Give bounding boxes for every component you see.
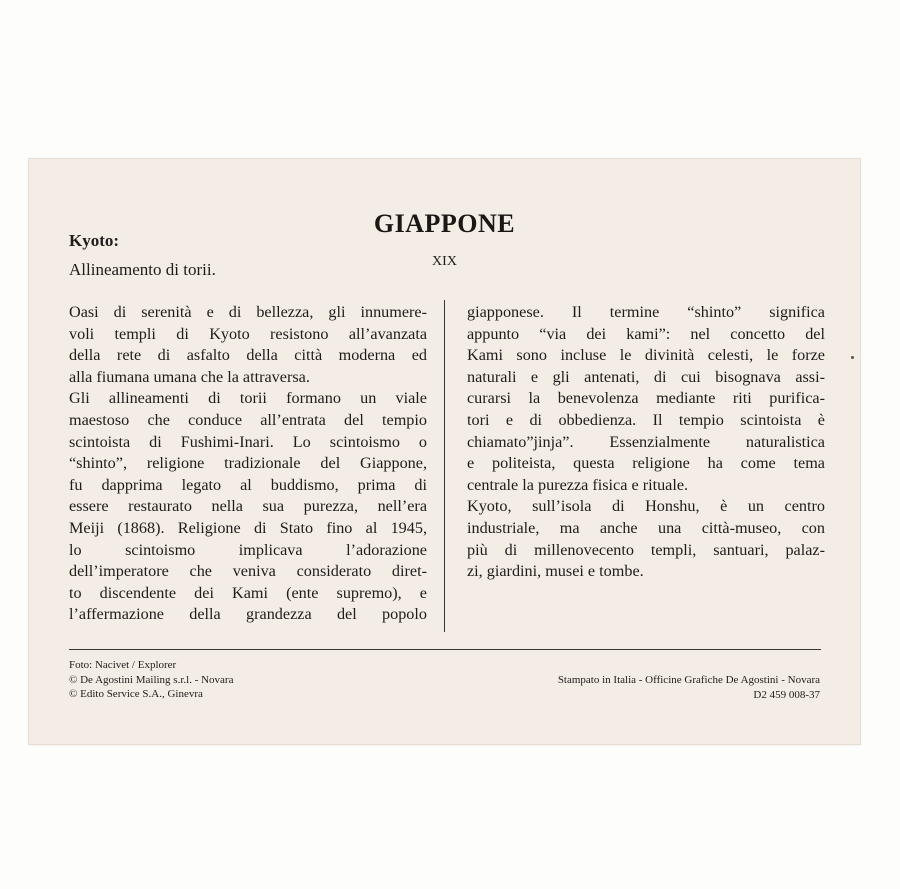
card-title: GIAPPONE — [373, 209, 516, 238]
text-line: l’affermazione della grandezza del popolo — [69, 605, 427, 624]
text-line: lo scintoismo implicava l’adorazione — [69, 540, 427, 559]
credit-line: © Edito Service S.A., Ginevra — [69, 688, 203, 701]
text-line: naturali e gli antenati, di cui bisognava assi- — [467, 367, 825, 386]
right-text-column — [467, 302, 825, 583]
printer-info — [558, 673, 820, 702]
text-line: Oasi di serenità e di bellezza, gli innumere- — [69, 303, 427, 321]
text-line: maestoso che conduce all’entrata del tempio — [69, 410, 427, 429]
place-name: Kyoto: — [69, 231, 120, 250]
text-line: fu dapprima legato al buddismo, prima di — [69, 475, 427, 494]
photo-credits — [69, 658, 233, 702]
text-line: Kami sono incluse le divinità celesti, le forze — [467, 346, 825, 365]
card-number: XIX — [432, 254, 457, 269]
text-line: centrale la purezza fisica e rituale. — [467, 475, 689, 494]
text-line: della rete di asfalto della città moderna ed — [69, 346, 427, 365]
subject-caption: Allineamento di torii. — [69, 260, 216, 279]
paper-speck — [851, 356, 854, 359]
postcard-back — [29, 159, 860, 744]
text-line: giapponese. Il termine “shinto” significa — [467, 303, 825, 321]
text-line: Gli allineamenti di torii formano un viale — [69, 389, 427, 408]
text-line: curarsi la benevolenza mediante riti purifica- — [467, 389, 825, 408]
credit-line: © De Agostini Mailing s.r.l. - Novara — [69, 673, 234, 686]
text-line: zi, giardini, musei e tombe. — [467, 562, 644, 581]
text-line: to discendente dei Kami (ente supremo), e — [69, 583, 427, 602]
column-divider — [444, 300, 445, 632]
text-line: industriale, ma anche una città-museo, con — [467, 518, 825, 537]
text-line: Meiji (1868). Religione di Stato fino al 1945, — [69, 518, 427, 537]
text-line: “shinto”, religione tradizionale del Giappone, — [69, 454, 427, 473]
text-line: scintoista di Fushimi-Inari. Lo scintoismo o — [69, 432, 427, 451]
text-line: più di millenovecento templi, santuari, palaz- — [467, 540, 825, 559]
left-text-column — [69, 302, 427, 626]
text-line: appunto “via dei kami”: nel concetto del — [467, 324, 825, 343]
card-code: D2 459 008-37 — [753, 688, 820, 701]
printer-line: Stampato in Italia - Officine Grafiche De Agostini - Novara — [557, 674, 820, 686]
footer-rule — [69, 649, 821, 650]
text-line: chiamato”jinja”. Essenzialmente naturalistica — [467, 432, 825, 451]
text-line: voli templi di Kyoto resistono all’avanzata — [69, 324, 427, 343]
credit-line: Foto: Nacivet / Explorer — [69, 659, 177, 671]
text-line: Kyoto, sull’isola di Honshu, è un centro — [467, 497, 825, 516]
text-line: alla fiumana umana che la attraversa. — [69, 367, 310, 386]
text-line: dell’imperatore che veniva considerato diret- — [69, 562, 427, 581]
text-line: essere restaurato nella sua purezza, nell’era — [69, 497, 427, 516]
text-line: e politeista, questa religione ha come tema — [467, 454, 825, 473]
text-line: tori e di obbedienza. Il tempio scintoista è — [467, 410, 825, 429]
